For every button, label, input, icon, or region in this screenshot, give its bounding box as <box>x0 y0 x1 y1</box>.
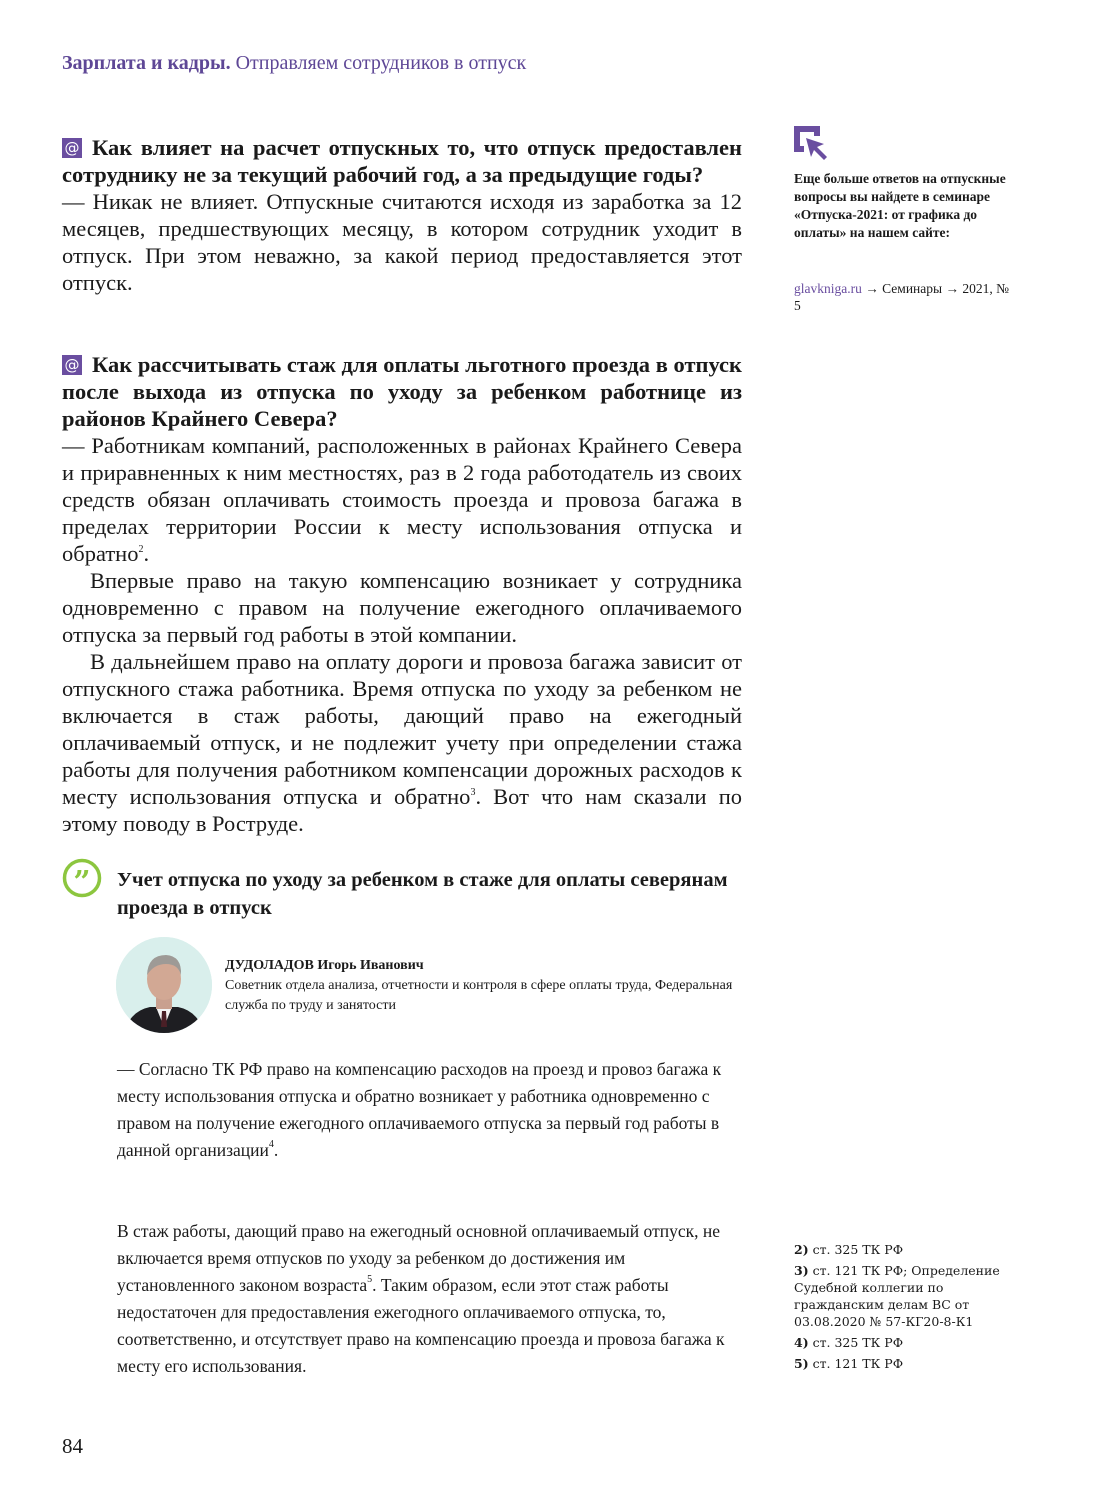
sidebar-promo-text: Еще больше ответов на отпускные вопросы вы найдете в семинаре «Отпуска-2021: от графика до оплаты» на нашем сайте: <box>794 171 1006 240</box>
footnote-ref: 5 <box>367 1274 373 1285</box>
answer-2-paragraph-1: — Работникам компаний, расположенных в районах Крайнего Севера и приравненных к ним местностях, раз в 2 года работодатель из своих средств обязан оплачивать стоимость проезда и провоза багажа в пределах территории России к месту использования отпуска и обратно$^2$. <box>62 433 742 566</box>
expert-paragraph-1: — Согласно ТК РФ право на компенсацию расходов на проезд и провоз багажа к месту использования отпуска и обратно возникает у работника одновременно с правом на получение ежегодного оплачиваемого отпуска за первый год работы в данной организации$^4$. <box>117 1059 722 1160</box>
footnote-item: 3) ст. 121 ТК РФ; Определение Судебной коллегии по гражданским делам ВС от 03.08.2020 № 57-КГ20-8-К1 <box>794 1263 1000 1329</box>
svg-text:”: ” <box>73 865 91 898</box>
answer-1: — Никак не влияет. Отпускные считаются исходя из заработка за 12 месяцев, предшествующих месяцу, в котором сотрудник уходит в отпуск. При этом неважно, за какой период предоставляется этот отпуск. <box>62 189 742 295</box>
footnote-ref: 2 <box>138 544 144 555</box>
at-icon: @ <box>62 138 82 158</box>
quote-icon <box>62 858 102 898</box>
expert-name: ДУДОЛАДОВ Игорь Иванович <box>225 958 424 973</box>
footnotes <box>794 1241 1024 1376</box>
section-name: Зарплата и кадры. <box>62 52 231 74</box>
expert-block-title: Учет отпуска по уходу за ребенком в стаже для оплаты северянам проезда в отпуск <box>117 869 728 919</box>
footnote-ref: 3 <box>470 787 476 798</box>
footnote-item: 4) ст. 325 ТК РФ <box>794 1335 904 1350</box>
footnote-item: 2) ст. 325 ТК РФ <box>794 1242 904 1257</box>
running-head <box>62 52 526 75</box>
site-link[interactable]: glavkniga.ru <box>794 281 862 296</box>
answer-2-paragraph-3: В дальнейшем право на оплату дороги и провоза багажа зависит от отпускного стажа работника. Время отпуска по уходу за ребенком не включается в стаж работы, дающий право на ежегодный оплачиваемый отпуск, и не подлежит учету при определении стажа работы для получения работником компенсации дорожных расходов к месту использования отпуска и обратно$^3$. Вот что нам сказали по этому поводу в Роструде. <box>62 649 742 836</box>
answer-2-paragraph-2: Впервые право на такую компенсацию возникает у сотрудника одновременно с правом на получение ежегодного оплачиваемого отпуска за первый год работы в этой компании. <box>62 568 742 647</box>
at-icon: @ <box>62 355 82 375</box>
cursor-click-icon <box>794 126 830 162</box>
person-avatar-icon <box>116 937 212 1033</box>
qa-block-2 <box>62 351 742 837</box>
qa-block-1 <box>62 134 742 296</box>
expert-role: Советник отдела анализа, отчетности и контроля в сфере оплаты труда, Федеральная служба по труду и занятости <box>225 978 733 1013</box>
page-number: 84 <box>62 1434 83 1458</box>
question-1: @ Как влияет на расчет отпускных то, что отпуск предоставлен сотруднику не за текущий рабочий год, а за предыдущие годы? <box>62 135 742 187</box>
sidebar-link-block <box>794 280 1014 314</box>
footnote-item: 5) ст. 121 ТК РФ <box>794 1356 904 1371</box>
footnote-ref: 4 <box>268 1139 274 1150</box>
expert-paragraph-2: В стаж работы, дающий право на ежегодный основной оплачиваемый отпуск, не включается время отпусков по уходу за ребенком до достижения им установленного законом возраста$^5$. Таким образом, если этот стаж работы недостаточен для предоставления ежегодного оплачиваемого отпуска, то, соответственно, и отсутствует право на компенсацию проезда и провоза багажа к месту его использования. <box>117 1221 725 1376</box>
site-path: → Семинары → 2021, № 5 <box>794 281 1009 313</box>
expert-photo <box>116 937 212 1033</box>
question-2: @ Как рассчитывать стаж для оплаты льготного проезда в отпуск после выхода из отпуска по уходу за ребенком работнице из районов Крайнего Севера? <box>62 352 742 431</box>
chapter-title: Отправляем сотрудников в отпуск <box>235 52 527 74</box>
